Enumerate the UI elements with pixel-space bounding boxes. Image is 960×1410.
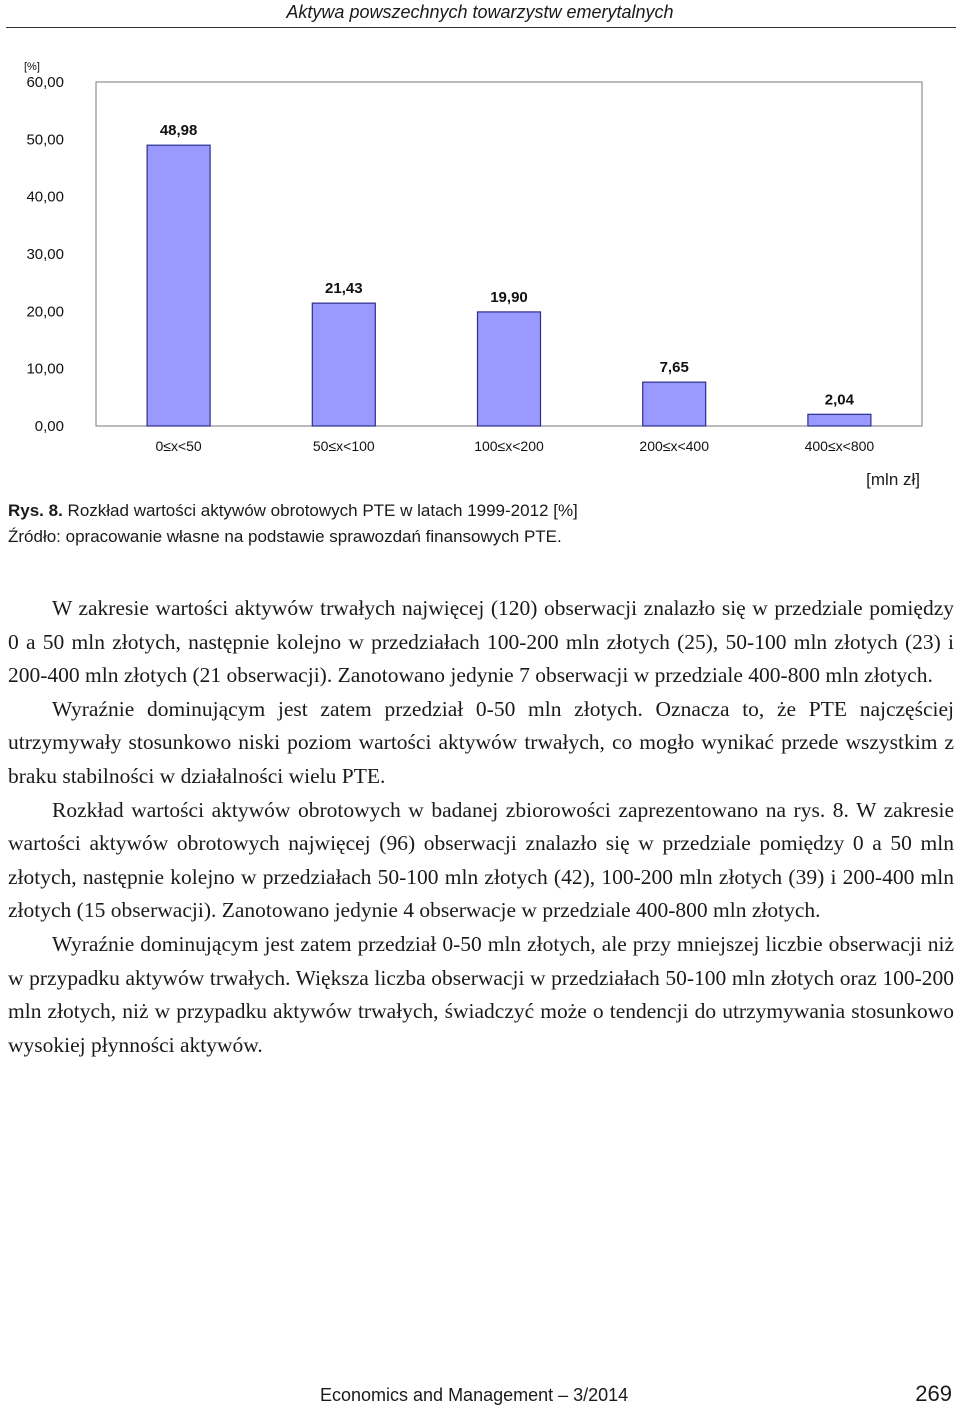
bar: [478, 312, 541, 426]
data-label: 7,65: [659, 359, 689, 377]
y-tick-label: 60,00: [26, 74, 64, 91]
bar: [808, 414, 871, 426]
bar-chart: [0, 52, 960, 472]
x-tick-label: 50≤x<100: [312, 438, 375, 454]
bar: [312, 303, 375, 426]
x-tick-label: 0≤x<50: [155, 438, 202, 454]
header-divider: [6, 27, 956, 28]
figure-source: Źródło: opracowanie własne na podstawie sprawozdań finansowych PTE.: [8, 527, 562, 546]
data-label: 19,90: [490, 288, 528, 306]
page-number: 269: [915, 1381, 952, 1406]
y-tick-label: 10,00: [26, 360, 64, 378]
body-paragraph: Wyraźnie dominującym jest zatem przedział 0-50 mln złotych, ale przy mniejszej liczbie obserwacji niż w przypadku aktywów trwałych. Większa liczba obserwacji w przedziałach 50-100 mln złotych oraz 100-200 mln złotych, niż w przypadku aktywów trwałych, świadczyć może o tendencji do utrzymywania stosunkowo wysokiej płynności aktywów.: [8, 931, 954, 1057]
x-tick-label: 200≤x<400: [639, 438, 709, 454]
figure-caption: [8, 498, 578, 550]
article-body: [8, 592, 954, 1062]
journal-footer: Economics and Management – 3/2014: [320, 1385, 629, 1405]
x-tick-label: 400≤x<800: [804, 438, 875, 454]
y-tick-label: 40,00: [26, 188, 64, 206]
x-tick-label: 100≤x<200: [474, 438, 544, 454]
body-paragraph: Rozkład wartości aktywów obrotowych w badanej zbiorowości zaprezentowano na rys. 8. W zakresie wartości aktywów obrotowych najwięcej (96) obserwacji znalazło się w przedziale pomiędzy 0 a 50 mln złotych, następnie kolejno w przedziałach 50-100 mln złotych (42), 100-200 mln złotych (39) i 200-400 mln złotych (15 obserwacji). Zanotowano jedynie 4 obserwacje w przedziale 400-800 mln złotych.: [8, 797, 954, 923]
figure-title: Rozkład wartości aktywów obrotowych PTE w latach 1999-2012 [%]: [67, 501, 578, 520]
bar: [147, 145, 210, 426]
bar: [643, 382, 706, 426]
y-tick-label: 20,00: [26, 303, 64, 321]
data-label: 48,98: [159, 122, 198, 140]
y-unit-label: [%]: [24, 61, 40, 73]
y-tick-label: 0,00: [34, 418, 64, 435]
y-tick-label: 30,00: [26, 246, 64, 263]
running-header: Aktywa powszechnych towarzystw emerytalnych: [286, 2, 674, 22]
caption-title-line: [8, 498, 578, 524]
x-unit-label: [mln zł]: [866, 470, 920, 489]
data-label: 2,04: [824, 391, 855, 409]
data-label: 21,43: [325, 280, 363, 298]
figure-number: Rys. 8.: [8, 501, 63, 520]
y-tick-label: 50,00: [26, 131, 64, 149]
body-paragraph: Wyraźnie dominującym jest zatem przedział 0-50 mln złotych. Oznacza to, że PTE najczęściej utrzymywały stosunkowo niski poziom wartości aktywów trwałych, co mogło wynikać przede wszystkim z braku stabilności w działalności wielu PTE.: [8, 696, 954, 788]
body-paragraph: W zakresie wartości aktywów trwałych najwięcej (120) obserwacji znalazło się w przedziale pomiędzy 0 a 50 mln złotych, następnie kolejno w przedziałach 100-200 mln złotych (25), 50-100 mln złotych (23) i 200-400 mln złotych (21 obserwacji). Zanotowano jedynie 7 obserwacji w przedziale 400-800 mln złotych.: [8, 596, 954, 688]
